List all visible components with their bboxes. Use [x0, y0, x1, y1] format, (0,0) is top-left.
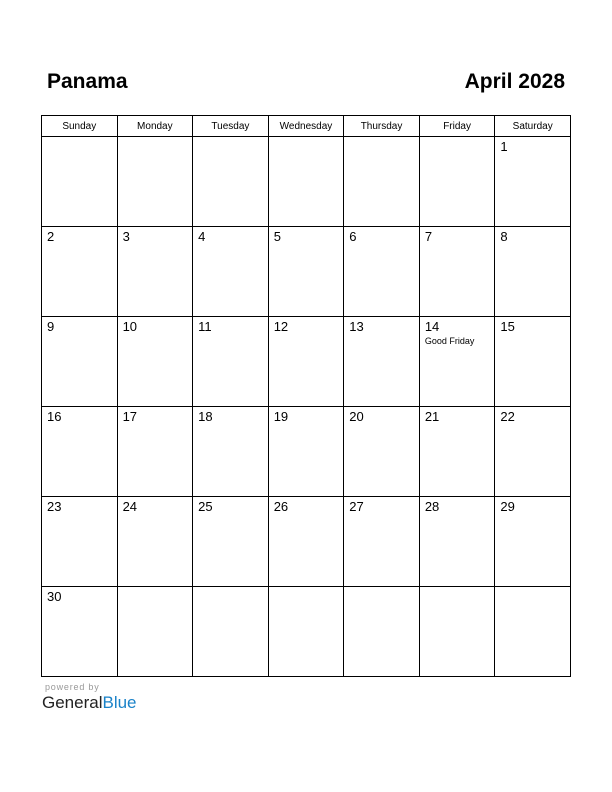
day-cell: [42, 137, 118, 227]
day-number: 28: [424, 499, 440, 514]
day-cell: [193, 407, 269, 497]
day-number: [495, 587, 570, 589]
day-number: 5: [273, 229, 281, 244]
day-number: 12: [273, 319, 289, 334]
day-number: 24: [122, 499, 138, 514]
day-number: [118, 137, 193, 139]
powered-by-label: powered by: [45, 682, 100, 692]
day-cell: [193, 227, 269, 317]
day-number: 4: [198, 229, 206, 244]
day-cell: [268, 497, 344, 587]
calendar-body: [42, 137, 571, 677]
day-number: [42, 137, 117, 139]
week-row: [42, 227, 571, 317]
day-cell: [419, 407, 495, 497]
day-cell: [42, 407, 118, 497]
day-cell: [117, 137, 193, 227]
weekday-friday: Friday: [419, 116, 495, 137]
day-cell: [344, 317, 420, 407]
day-cell: [193, 497, 269, 587]
calendar-grid: [41, 115, 571, 677]
day-number: [420, 587, 495, 589]
day-cell: [268, 407, 344, 497]
day-number: 9: [47, 319, 55, 334]
day-number: 21: [424, 409, 440, 424]
day-number: [193, 587, 268, 589]
day-cell: [419, 587, 495, 677]
day-cell: [344, 227, 420, 317]
day-number: 17: [122, 409, 138, 424]
day-cell: [117, 227, 193, 317]
day-cell: [495, 137, 571, 227]
day-number: [344, 587, 419, 589]
day-number: 7: [424, 229, 433, 244]
weekday-tuesday: Tuesday: [193, 116, 269, 137]
day-number: [118, 587, 193, 589]
day-cell: [419, 497, 495, 587]
country-title: Panama: [47, 70, 128, 93]
day-number: 29: [500, 499, 515, 514]
week-row: [42, 407, 571, 497]
week-row: [42, 317, 571, 407]
day-cell: [117, 407, 193, 497]
day-cell: [495, 407, 571, 497]
day-number: 27: [349, 499, 364, 514]
day-cell: [495, 497, 571, 587]
day-cell: [268, 587, 344, 677]
day-number: 22: [500, 409, 515, 424]
day-cell: [344, 497, 420, 587]
day-number: 13: [349, 319, 364, 334]
day-number: [269, 137, 344, 139]
day-number: 10: [122, 319, 138, 334]
holiday-label: Good Friday: [424, 336, 475, 346]
week-row: [42, 137, 571, 227]
month-title: April 2028: [464, 70, 565, 93]
day-number: 14: [424, 319, 440, 334]
day-number: 20: [349, 409, 364, 424]
day-number: 18: [198, 409, 213, 424]
day-number: [420, 137, 495, 139]
day-cell: [495, 227, 571, 317]
weekday-header-row: [42, 116, 571, 137]
day-cell: [419, 227, 495, 317]
day-cell: [268, 227, 344, 317]
generalblue-logo: [42, 693, 137, 713]
day-number: [269, 587, 344, 589]
day-cell: [344, 137, 420, 227]
day-number: 6: [349, 229, 357, 244]
day-cell: [419, 137, 495, 227]
day-number: 19: [273, 409, 289, 424]
weekday-wednesday: Wednesday: [268, 116, 344, 137]
day-number: 16: [47, 409, 62, 424]
day-cell: [495, 317, 571, 407]
day-number: 25: [198, 499, 213, 514]
day-cell: [193, 317, 269, 407]
day-cell: [268, 317, 344, 407]
weekday-saturday: Saturday: [495, 116, 571, 137]
day-cell: [193, 137, 269, 227]
day-number: 26: [273, 499, 289, 514]
week-row: [42, 587, 571, 677]
day-cell: [42, 227, 118, 317]
day-number: 11: [198, 319, 212, 334]
day-cell: [42, 587, 118, 677]
day-number: [193, 137, 268, 139]
day-number: 1: [500, 139, 508, 154]
day-number: [344, 137, 419, 139]
day-cell: [42, 497, 118, 587]
day-number: 8: [500, 229, 508, 244]
week-row: [42, 497, 571, 587]
weekday-thursday: Thursday: [344, 116, 420, 137]
day-number: 15: [500, 319, 515, 334]
day-number: 23: [47, 499, 62, 514]
weekday-monday: Monday: [117, 116, 193, 137]
day-cell: [344, 407, 420, 497]
day-number: 3: [122, 229, 130, 244]
brand-blue: Blue: [102, 693, 137, 712]
day-cell: [495, 587, 571, 677]
day-cell: [419, 317, 495, 407]
day-cell: [117, 497, 193, 587]
brand-general: General: [42, 693, 103, 712]
day-cell: [117, 587, 193, 677]
day-cell: [117, 317, 193, 407]
day-cell: [344, 587, 420, 677]
day-cell: [42, 317, 118, 407]
day-cell: [193, 587, 269, 677]
day-number: 2: [47, 229, 55, 244]
day-number: 30: [47, 589, 62, 604]
weekday-sunday: Sunday: [42, 116, 118, 137]
day-cell: [268, 137, 344, 227]
